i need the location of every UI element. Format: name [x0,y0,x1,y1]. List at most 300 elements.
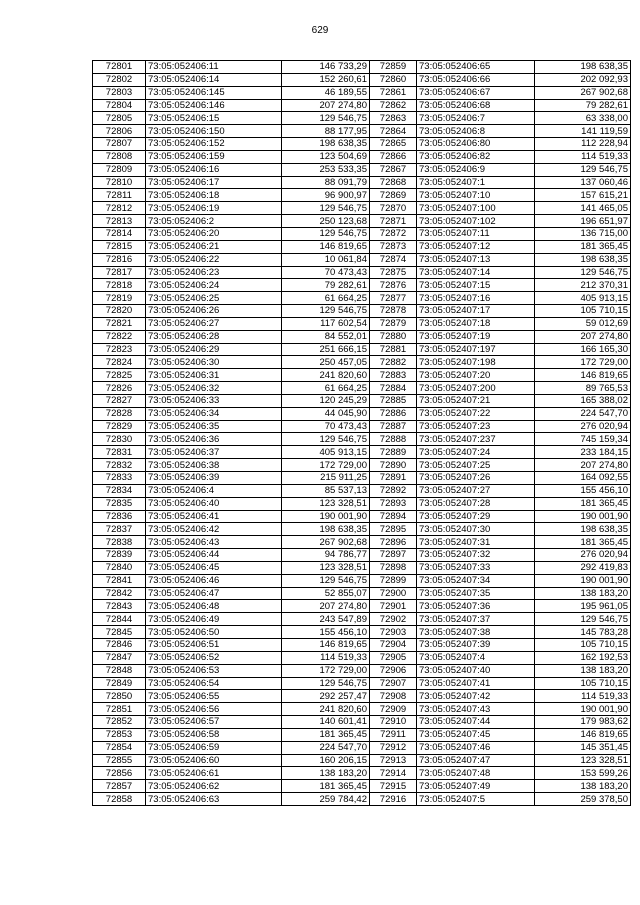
amount-cell: 190 001,90 [535,574,631,587]
cadastral-number-cell: 73:05:052406:150 [146,125,282,138]
cadastral-number-cell: 73:05:052406:22 [146,253,282,266]
row-number-cell: 72802 [93,73,146,86]
table-row [93,587,370,600]
cadastral-number-cell: 73:05:052407:31 [417,536,535,549]
table-row [93,536,370,549]
amount-cell: 120 245,29 [282,394,370,407]
table-row [370,793,631,806]
row-number-cell: 72845 [93,626,146,639]
row-number-cell: 72865 [370,138,417,151]
cadastral-number-cell: 73:05:052406:61 [146,767,282,780]
amount-cell: 140 601,41 [282,716,370,729]
table-row [93,99,370,112]
table-row [93,574,370,587]
amount-cell: 190 001,90 [535,703,631,716]
cadastral-number-cell: 73:05:052406:32 [146,382,282,395]
cadastral-number-cell: 73:05:052406:62 [146,780,282,793]
amount-cell: 145 783,28 [535,626,631,639]
amount-cell: 112 228,94 [535,138,631,151]
amount-cell: 129 546,75 [535,266,631,279]
row-number-cell: 72808 [93,150,146,163]
amount-cell: 94 786,77 [282,549,370,562]
cadastral-number-cell: 73:05:052406:57 [146,716,282,729]
cadastral-number-cell: 73:05:052407:18 [417,317,535,330]
cadastral-number-cell: 73:05:052406:41 [146,510,282,523]
cadastral-number-cell: 73:05:052406:51 [146,638,282,651]
table-row [370,73,631,86]
row-number-cell: 72836 [93,510,146,523]
table-row [93,484,370,497]
cadastral-number-cell: 73:05:052406:65 [417,61,535,74]
table-row [93,472,370,485]
table-row [370,215,631,228]
row-number-cell: 72882 [370,356,417,369]
row-number-cell: 72834 [93,484,146,497]
row-number-cell: 72839 [93,549,146,562]
amount-cell: 105 710,15 [535,677,631,690]
cadastral-number-cell: 73:05:052407:47 [417,754,535,767]
row-number-cell: 72848 [93,664,146,677]
amount-cell: 196 651,97 [535,215,631,228]
amount-cell: 207 274,80 [282,600,370,613]
table-row [93,510,370,523]
amount-cell: 172 729,00 [535,356,631,369]
table-row [370,536,631,549]
table-row [370,459,631,472]
table-row [93,561,370,574]
amount-cell: 243 547,89 [282,613,370,626]
amount-cell: 129 546,75 [282,305,370,318]
table-row [93,202,370,215]
amount-cell: 745 159,34 [535,433,631,446]
amount-cell: 241 820,60 [282,369,370,382]
table-row [93,626,370,639]
table-row [370,86,631,99]
row-number-cell: 72838 [93,536,146,549]
cadastral-number-cell: 73:05:052406:2 [146,215,282,228]
row-number-cell: 72883 [370,369,417,382]
table-row [370,638,631,651]
row-number-cell: 72889 [370,446,417,459]
table-row [93,343,370,356]
cadastral-number-cell: 73:05:052406:23 [146,266,282,279]
table-row [370,227,631,240]
row-number-cell: 72878 [370,305,417,318]
cadastral-number-cell: 73:05:052406:18 [146,189,282,202]
table-row [93,651,370,664]
amount-cell: 250 123,68 [282,215,370,228]
table-row [370,330,631,343]
cadastral-number-cell: 73:05:052407:12 [417,240,535,253]
amount-cell: 181 365,45 [282,728,370,741]
table-row [370,664,631,677]
row-number-cell: 72809 [93,163,146,176]
table-row [93,266,370,279]
row-number-cell: 72803 [93,86,146,99]
row-number-cell: 72822 [93,330,146,343]
amount-cell: 141 119,59 [535,125,631,138]
cadastral-number-cell: 73:05:052406:7 [417,112,535,125]
amount-cell: 114 519,33 [535,150,631,163]
cadastral-number-cell: 73:05:052406:145 [146,86,282,99]
table-row [370,125,631,138]
row-number-cell: 72811 [93,189,146,202]
table-row [370,523,631,536]
amount-cell: 146 819,65 [535,369,631,382]
table-row [93,61,370,74]
table-row [93,317,370,330]
row-number-cell: 72872 [370,227,417,240]
amount-cell: 129 546,75 [282,112,370,125]
cadastral-number-cell: 73:05:052407:10 [417,189,535,202]
cadastral-number-cell: 73:05:052407:36 [417,600,535,613]
row-number-cell: 72814 [93,227,146,240]
cadastral-number-cell: 73:05:052406:58 [146,728,282,741]
row-number-cell: 72895 [370,523,417,536]
amount-cell: 89 765,53 [535,382,631,395]
row-number-cell: 72884 [370,382,417,395]
cadastral-number-cell: 73:05:052406:56 [146,703,282,716]
amount-cell: 117 602,54 [282,317,370,330]
row-number-cell: 72916 [370,793,417,806]
cadastral-number-cell: 73:05:052406:68 [417,99,535,112]
table-row [93,138,370,151]
table-row [93,497,370,510]
cadastral-number-cell: 73:05:052407:32 [417,549,535,562]
table-row [370,690,631,703]
table-row [93,446,370,459]
table-row [93,420,370,433]
table-row [93,728,370,741]
row-number-cell: 72907 [370,677,417,690]
cadastral-number-cell: 73:05:052406:25 [146,292,282,305]
amount-cell: 136 715,00 [535,227,631,240]
row-number-cell: 72810 [93,176,146,189]
table-row [370,716,631,729]
cadastral-number-cell: 73:05:052407:17 [417,305,535,318]
row-number-cell: 72903 [370,626,417,639]
table-row [370,138,631,151]
amount-cell: 259 784,42 [282,793,370,806]
amount-cell: 207 274,80 [282,99,370,112]
cadastral-number-cell: 73:05:052407:35 [417,587,535,600]
table-row [93,369,370,382]
row-number-cell: 72831 [93,446,146,459]
amount-cell: 146 819,65 [282,240,370,253]
amount-cell: 212 370,31 [535,279,631,292]
table-row [370,549,631,562]
amount-cell: 96 900,97 [282,189,370,202]
table-row [93,163,370,176]
row-number-cell: 72851 [93,703,146,716]
row-number-cell: 72826 [93,382,146,395]
row-number-cell: 72824 [93,356,146,369]
row-number-cell: 72908 [370,690,417,703]
amount-cell: 137 060,46 [535,176,631,189]
cadastral-number-cell: 73:05:052406:35 [146,420,282,433]
amount-cell: 84 552,01 [282,330,370,343]
cadastral-number-cell: 73:05:052406:31 [146,369,282,382]
row-number-cell: 72905 [370,651,417,664]
row-number-cell: 72888 [370,433,417,446]
table-row [93,523,370,536]
table-row [370,754,631,767]
table-row [93,150,370,163]
row-number-cell: 72856 [93,767,146,780]
row-number-cell: 72849 [93,677,146,690]
row-number-cell: 72915 [370,780,417,793]
row-number-cell: 72913 [370,754,417,767]
table-row [93,227,370,240]
row-number-cell: 72893 [370,497,417,510]
amount-cell: 123 328,51 [535,754,631,767]
table-row [370,317,631,330]
amount-cell: 88 091,79 [282,176,370,189]
cadastral-number-cell: 73:05:052406:37 [146,446,282,459]
row-number-cell: 72837 [93,523,146,536]
row-number-cell: 72813 [93,215,146,228]
amount-cell: 79 282,61 [535,99,631,112]
row-number-cell: 72817 [93,266,146,279]
cadastral-number-cell: 73:05:052407:23 [417,420,535,433]
table-row [93,112,370,125]
table-row [370,163,631,176]
cadastral-number-cell: 73:05:052407:34 [417,574,535,587]
row-number-cell: 72894 [370,510,417,523]
cadastral-number-cell: 73:05:052407:13 [417,253,535,266]
table-row [93,189,370,202]
cadastral-number-cell: 73:05:052406:50 [146,626,282,639]
amount-cell: 179 983,62 [535,716,631,729]
row-number-cell: 72869 [370,189,417,202]
amount-cell: 251 666,15 [282,343,370,356]
cadastral-number-cell: 73:05:052407:41 [417,677,535,690]
row-number-cell: 72902 [370,613,417,626]
cadastral-number-cell: 73:05:052407:16 [417,292,535,305]
cadastral-number-cell: 73:05:052406:54 [146,677,282,690]
amount-cell: 207 274,80 [535,330,631,343]
table-row [370,240,631,253]
amount-cell: 145 351,45 [535,741,631,754]
cadastral-number-cell: 73:05:052406:30 [146,356,282,369]
amount-cell: 138 183,20 [535,587,631,600]
amount-cell: 181 365,45 [535,536,631,549]
amount-cell: 172 729,00 [282,664,370,677]
cadastral-number-cell: 73:05:052407:42 [417,690,535,703]
cadastral-number-cell: 73:05:052406:44 [146,549,282,562]
row-number-cell: 72854 [93,741,146,754]
cadastral-number-cell: 73:05:052407:1 [417,176,535,189]
row-number-cell: 72879 [370,317,417,330]
row-number-cell: 72835 [93,497,146,510]
table-row [370,651,631,664]
cadastral-number-cell: 73:05:052407:15 [417,279,535,292]
cadastral-number-cell: 73:05:052406:43 [146,536,282,549]
cadastral-number-cell: 73:05:052406:19 [146,202,282,215]
row-number-cell: 72877 [370,292,417,305]
row-number-cell: 72898 [370,561,417,574]
row-number-cell: 72823 [93,343,146,356]
table-row [370,600,631,613]
amount-cell: 233 184,15 [535,446,631,459]
amount-cell: 202 092,93 [535,73,631,86]
cadastral-number-cell: 73:05:052406:14 [146,73,282,86]
cadastral-number-cell: 73:05:052407:43 [417,703,535,716]
cadastral-number-cell: 73:05:052407:49 [417,780,535,793]
table-row [93,407,370,420]
row-number-cell: 72852 [93,716,146,729]
cadastral-number-cell: 73:05:052407:19 [417,330,535,343]
row-number-cell: 72804 [93,99,146,112]
cadastral-number-cell: 73:05:052406:29 [146,343,282,356]
table-row [370,574,631,587]
cadastral-number-cell: 73:05:052406:40 [146,497,282,510]
table-row [93,703,370,716]
amount-cell: 138 183,20 [535,664,631,677]
amount-cell: 405 913,15 [282,446,370,459]
row-number-cell: 72876 [370,279,417,292]
data-table-right [369,60,631,806]
amount-cell: 181 365,45 [282,780,370,793]
amount-cell: 59 012,69 [535,317,631,330]
cadastral-number-cell: 73:05:052406:60 [146,754,282,767]
row-number-cell: 72899 [370,574,417,587]
table-row [370,767,631,780]
amount-cell: 155 456,10 [535,484,631,497]
row-number-cell: 72827 [93,394,146,407]
amount-cell: 207 274,80 [535,459,631,472]
table-row [93,356,370,369]
amount-cell: 181 365,45 [535,240,631,253]
cadastral-number-cell: 73:05:052406:46 [146,574,282,587]
cadastral-number-cell: 73:05:052406:26 [146,305,282,318]
page-number: 629 [311,25,329,36]
amount-cell: 165 388,02 [535,394,631,407]
amount-cell: 162 192,53 [535,651,631,664]
cadastral-number-cell: 73:05:052407:4 [417,651,535,664]
table-row [370,292,631,305]
cadastral-number-cell: 73:05:052407:37 [417,613,535,626]
row-number-cell: 72892 [370,484,417,497]
table-row [370,613,631,626]
table-row [370,561,631,574]
cadastral-number-cell: 73:05:052406:20 [146,227,282,240]
table-row [370,61,631,74]
amount-cell: 123 328,51 [282,561,370,574]
row-number-cell: 72861 [370,86,417,99]
amount-cell: 138 183,20 [535,780,631,793]
table-row [93,279,370,292]
table-row [93,382,370,395]
row-number-cell: 72843 [93,600,146,613]
cadastral-number-cell: 73:05:052406:42 [146,523,282,536]
table-row [370,99,631,112]
table-row [93,240,370,253]
cadastral-number-cell: 73:05:052406:34 [146,407,282,420]
cadastral-number-cell: 73:05:052406:8 [417,125,535,138]
row-number-cell: 72853 [93,728,146,741]
cadastral-number-cell: 73:05:052407:40 [417,664,535,677]
row-number-cell: 72906 [370,664,417,677]
cadastral-number-cell: 73:05:052407:27 [417,484,535,497]
amount-cell: 129 546,75 [282,202,370,215]
table-row [93,305,370,318]
table-row [370,472,631,485]
table-row [370,279,631,292]
amount-cell: 166 165,30 [535,343,631,356]
amount-cell: 123 328,51 [282,497,370,510]
table-row [370,484,631,497]
table-row [370,446,631,459]
cadastral-number-cell: 73:05:052407:100 [417,202,535,215]
table-row [370,780,631,793]
table-row [93,677,370,690]
amount-cell: 157 615,21 [535,189,631,202]
table-row [370,407,631,420]
amount-cell: 224 547,70 [535,407,631,420]
amount-cell: 267 902,68 [535,86,631,99]
amount-cell: 70 473,43 [282,420,370,433]
amount-cell: 129 546,75 [535,613,631,626]
table-row [370,728,631,741]
row-number-cell: 72885 [370,394,417,407]
amount-cell: 129 546,75 [282,227,370,240]
table-row [93,125,370,138]
row-number-cell: 72871 [370,215,417,228]
table-row [370,703,631,716]
cadastral-number-cell: 73:05:052407:14 [417,266,535,279]
cadastral-number-cell: 73:05:052407:28 [417,497,535,510]
row-number-cell: 72818 [93,279,146,292]
amount-cell: 276 020,94 [535,420,631,433]
table-row [93,549,370,562]
row-number-cell: 72886 [370,407,417,420]
cadastral-number-cell: 73:05:052406:39 [146,472,282,485]
amount-cell: 160 206,15 [282,754,370,767]
table-row [93,780,370,793]
row-number-cell: 72912 [370,741,417,754]
table-row [93,600,370,613]
row-number-cell: 72821 [93,317,146,330]
row-number-cell: 72857 [93,780,146,793]
table-row [370,741,631,754]
cadastral-number-cell: 73:05:052406:146 [146,99,282,112]
row-number-cell: 72841 [93,574,146,587]
cadastral-number-cell: 73:05:052406:152 [146,138,282,151]
cadastral-number-cell: 73:05:052406:59 [146,741,282,754]
amount-cell: 79 282,61 [282,279,370,292]
amount-cell: 138 183,20 [282,767,370,780]
row-number-cell: 72825 [93,369,146,382]
row-number-cell: 72847 [93,651,146,664]
data-table-left [92,60,370,806]
row-number-cell: 72873 [370,240,417,253]
row-number-cell: 72896 [370,536,417,549]
row-number-cell: 72829 [93,420,146,433]
amount-cell: 405 913,15 [535,292,631,305]
row-number-cell: 72844 [93,613,146,626]
amount-cell: 146 733,29 [282,61,370,74]
row-number-cell: 72911 [370,728,417,741]
row-number-cell: 72897 [370,549,417,562]
table-row [93,793,370,806]
row-number-cell: 72842 [93,587,146,600]
row-number-cell: 72828 [93,407,146,420]
table-row [93,176,370,189]
amount-cell: 215 911,25 [282,472,370,485]
table-row [93,690,370,703]
row-number-cell: 72858 [93,793,146,806]
